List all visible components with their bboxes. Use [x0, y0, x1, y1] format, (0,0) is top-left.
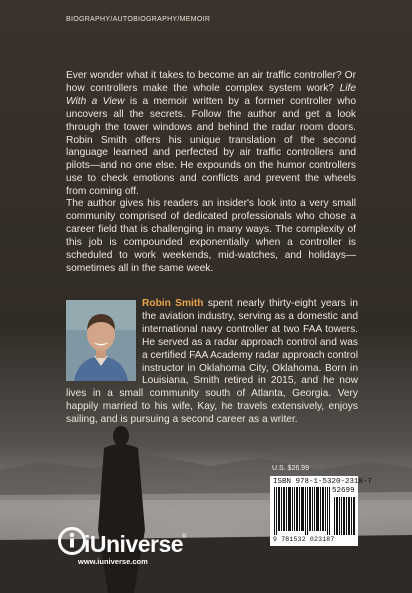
- author-bio: [66, 298, 358, 427]
- author-bio-text: spent nearly thirty-eight years in the aviation industry, serving as a domestic and international navy controller at two FAA towers. He served as a radar approach control and was a certified FAA Academy radar approach control instructor in Oklahoma City, Oklahoma. Born in Louisiana, Smith retired in 2015, and he now lives in a small community south of Atlanta, Georgia. Very happily married to his wife, Kay, he travels extensively, enjoys sailing, and is pursuing a second career as a writer.: [66, 298, 358, 426]
- description-paragraph-1: [66, 70, 356, 199]
- description-paragraph-2: The author gives his readers an insider's look into a very small community comprised of dedicated professionals who chose a career field that is challenging in many ways. The complexity of this job is compounded exponentially when a controller is scheduled to work weekends, mid-watches, and holidays—sometimes all in the same week.: [66, 198, 356, 274]
- author-name: Robin Smith: [142, 298, 204, 309]
- description-text-2: is a memoir written by a former controller who uncovers all the secrets. Follow the author and get a look through the tower windows and behind the radar room doors. Robin Smith offers his unique translation of the second language learned and perfected by air traffic controllers and pilots—and no one else. He expounds on the humor controllers use to check emotions and conflicts and prevent the wheels from coming off.: [66, 95, 356, 198]
- price-label: U.S. $26.99: [272, 465, 309, 472]
- description-text-1: Ever wonder what it takes to become an air traffic controller? Or how controllers make the whole complex system work?: [66, 70, 356, 94]
- isbn-barcode: [270, 476, 373, 546]
- barcode-digits: 9 781532 023187: [273, 536, 335, 543]
- publisher-name: iUniverse: [84, 531, 184, 557]
- registered-mark: ®: [182, 534, 187, 540]
- isbn-number: ISBN 978-1-5320-2318-7: [273, 478, 373, 486]
- standing-figure: [98, 426, 145, 593]
- iuniverse-logo-icon: [58, 527, 86, 555]
- book-title: Life With a View: [66, 82, 356, 107]
- publisher-website: www.iuniverse.com: [78, 557, 148, 566]
- category-label: BIOGRAPHY/AUTOBIOGRAPHY/MEMOIR: [66, 16, 211, 23]
- price-code: 52699: [332, 487, 355, 495]
